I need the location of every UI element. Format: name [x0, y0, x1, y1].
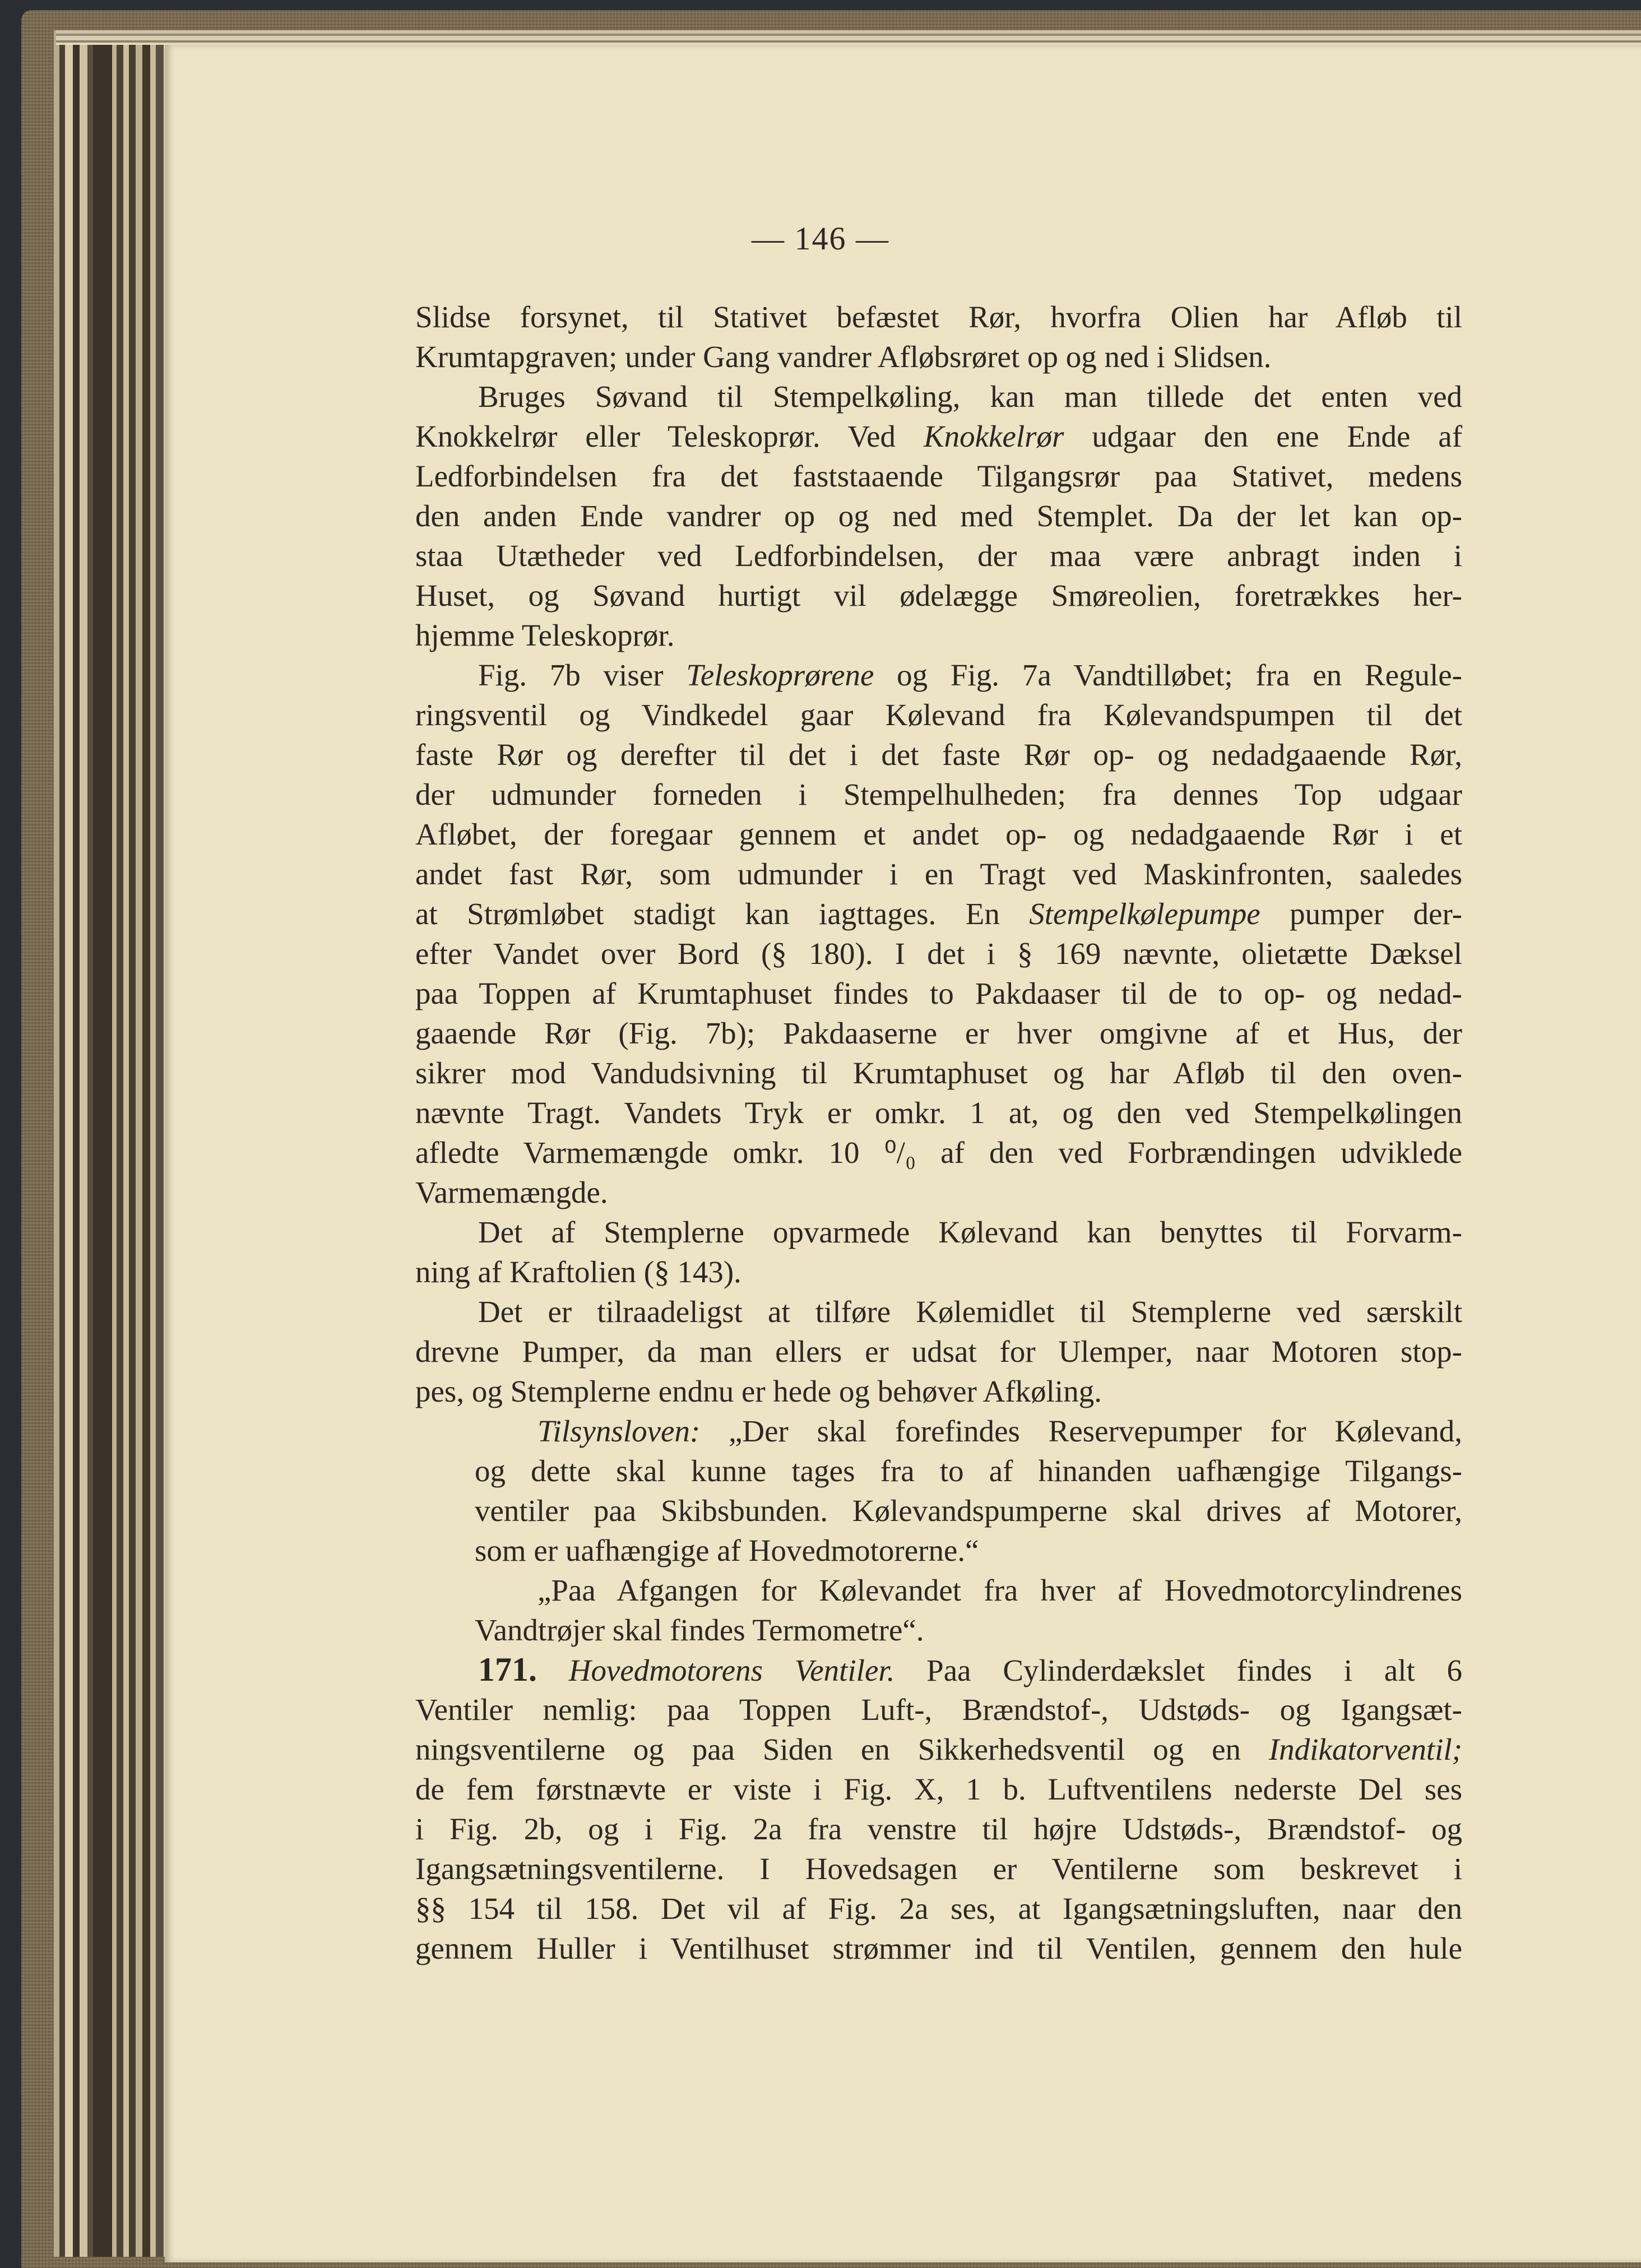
text-segment: den anden Ende vandrer op og ned med Stemplet. Da der let kan op- — [415, 499, 1462, 533]
text-segment: ventiler paa Skibsbunden. Kølevandspumperne skal drives af Motorer, — [475, 1494, 1462, 1528]
text-segment: Varmemængde. — [415, 1175, 608, 1209]
text-segment: hjemme Teleskoprør. — [415, 618, 675, 652]
text-line — [475, 1530, 1462, 1570]
text-segment: sikrer mod Vandudsivning til Krumtaphuset og har Afløb til den oven- — [415, 1056, 1462, 1090]
text-line — [415, 894, 1462, 934]
text-segment: pes, og Stemplerne endnu er hede og behøver Afkøling. — [415, 1374, 1102, 1408]
text-line — [475, 1491, 1462, 1530]
text-segment: Ledforbindelsen fra det faststaaende Tilgangsrør paa Stativet, medens — [415, 459, 1462, 493]
text-segment: Det er tilraadeligst at tilføre Kølemidlet til Stemplerne ved særskilt — [478, 1295, 1462, 1329]
text-line — [415, 416, 1462, 456]
text-line — [415, 297, 1462, 337]
text-segment: nævnte Tragt. Vandets Tryk er omkr. 1 at, og den ved Stempelkølingen — [415, 1096, 1462, 1130]
text-segment: gaaende Rør (Fig. 7b); Pakdaaserne er hver omgivne af et Hus, der — [415, 1016, 1462, 1050]
text-segment: staa Utætheder ved Ledforbindelsen, der maa være anbragt inden i — [415, 539, 1462, 573]
text-segment: faste Rør og derefter til det i det faste Rør op- og nedadgaaende Rør, — [415, 738, 1462, 772]
text-line — [475, 1411, 1462, 1451]
text-segment: ning af Kraftolien (§ 143). — [415, 1255, 741, 1289]
text-line — [415, 1252, 1462, 1292]
text-line — [475, 1610, 1462, 1650]
text-segment — [537, 1653, 569, 1687]
text-segment: Krumtapgraven; under Gang vandrer Afløbsrøret op og ned i Slidsen. — [415, 340, 1272, 374]
text-line — [415, 496, 1462, 536]
page-stack-edges — [54, 30, 166, 2257]
italic-text: Indikatorventil; — [1268, 1732, 1462, 1766]
text-segment: og dette skal kunne tages fra to af hinanden uafhængige Tilgangs- — [475, 1454, 1462, 1488]
text-segment: Det af Stemplerne opvarmede Kølevand kan benyttes til Forvarm- — [478, 1215, 1462, 1249]
page-number: — 146 — — [752, 220, 889, 257]
text-segment: §§ 154 til 158. Det vil af Fig. 2a ses, at Igangsætningsluften, naar den — [415, 1891, 1462, 1926]
italic-text: Hovedmotorens Ventiler. — [568, 1653, 895, 1687]
text-line — [475, 1570, 1462, 1610]
text-segment: paa Toppen af Krumtaphuset findes to Pakdaaser til de to op- og nedad- — [415, 976, 1462, 1010]
text-line — [415, 615, 1462, 655]
text-segment: Igangsætningsventilerne. I Hovedsagen er Ventilerne som beskrevet i — [415, 1852, 1462, 1886]
text-segment: andet fast Rør, som udmunder i en Tragt ved Maskinfronten, saaledes — [415, 857, 1462, 891]
text-segment: i Fig. 2b, og i Fig. 2a fra venstre til højre Udstøds-, Brændstof- og — [415, 1812, 1462, 1846]
text-segment: Knokkelrør eller Teleskoprør. Ved — [415, 419, 924, 453]
italic-text: Tilsynsloven: — [537, 1414, 701, 1448]
text-line — [415, 854, 1462, 894]
text-segment: Slidse forsynet, til Stativet befæstet Rør, hvorfra Olien har Afløb til — [415, 300, 1462, 334]
text-line — [415, 1690, 1462, 1729]
text-segment: „Paa Afgangen for Kølevandet fra hver af Hovedmotorcylindrenes — [537, 1573, 1462, 1607]
page-body-text — [415, 297, 1462, 1968]
text-line — [415, 536, 1462, 576]
text-segment: Huset, og Søvand hurtigt vil ødelægge Smøreolien, foretrækkes her- — [415, 578, 1462, 613]
paragraph — [415, 1212, 1462, 1292]
text-line — [415, 814, 1462, 854]
paragraph — [415, 1650, 1462, 1968]
text-line — [415, 655, 1462, 695]
italic-text: Stempelkølepumpe — [1029, 897, 1260, 931]
text-segment: Fig. 7b viser — [478, 658, 687, 692]
text-line — [415, 934, 1462, 973]
text-segment: Ventiler nemlig: paa Toppen Luft-, Brændstof-, Udstøds- og Igangsæt- — [415, 1692, 1462, 1727]
text-line — [415, 774, 1462, 814]
text-line — [415, 377, 1462, 416]
text-segment: drevne Pumper, da man ellers er udsat for Ulemper, naar Motoren stop- — [415, 1334, 1462, 1369]
text-segment: ringsventil og Vindkedel gaar Kølevand fra Kølevandspumpen til det — [415, 698, 1462, 732]
text-line — [415, 576, 1462, 615]
text-line — [415, 337, 1462, 377]
text-line — [415, 1332, 1462, 1371]
quote-paragraph — [415, 1570, 1462, 1650]
page-top-edge — [56, 30, 1641, 45]
text-line — [415, 1849, 1462, 1889]
text-line — [415, 1292, 1462, 1332]
text-segment: udgaar den ene Ende af — [1064, 419, 1463, 453]
text-line — [475, 1451, 1462, 1491]
text-line — [415, 1133, 1462, 1172]
text-segment: Bruges Søvand til Stempelkøling, kan man tillede det enten ved — [478, 379, 1462, 414]
text-line — [415, 1371, 1462, 1411]
text-line — [415, 1729, 1462, 1769]
text-line — [415, 1093, 1462, 1133]
text-segment: efter Vandet over Bord (§ 180). I det i § 169 nævnte, olietætte Dæksel — [415, 936, 1462, 971]
text-line — [415, 1769, 1462, 1809]
paragraph — [415, 377, 1462, 655]
text-segment: Afløbet, der foregaar gennem et andet op- og nedadgaaende Rør i et — [415, 817, 1462, 851]
text-segment: afledte Varmemængde omkr. 10 ⁰/₀ af den ved Forbrændingen udviklede — [415, 1135, 1462, 1170]
text-line — [415, 1013, 1462, 1053]
text-segment: som er uafhængige af Hovedmotorerne.“ — [475, 1533, 979, 1567]
section-number: 171. — [478, 1651, 537, 1688]
italic-text: Knokkelrør — [923, 419, 1064, 453]
text-segment: der udmunder forneden i Stempelhulheden; fra dennes Top udgaar — [415, 777, 1462, 811]
text-line — [415, 1889, 1462, 1928]
text-segment: at Strømløbet stadigt kan iagttages. En — [415, 897, 1030, 931]
text-segment: Vandtrøjer skal findes Termometre“. — [475, 1613, 924, 1647]
text-segment: og Fig. 7a Vandtilløbet; fra en Regule- — [874, 658, 1463, 692]
text-line — [415, 456, 1462, 496]
text-segment: ningsventilerne og paa Siden en Sikkerhedsventil og en — [415, 1732, 1269, 1766]
text-line — [415, 695, 1462, 735]
text-line — [415, 1053, 1462, 1093]
text-line — [415, 1212, 1462, 1252]
italic-text: Teleskoprørene — [686, 658, 874, 692]
text-line — [415, 973, 1462, 1013]
text-line — [415, 1809, 1462, 1849]
text-segment: Paa Cylinderdækslet findes i alt 6 — [894, 1653, 1462, 1687]
paragraph — [415, 1292, 1462, 1411]
text-segment: de fem førstnævte er viste i Fig. X, 1 b. Luftventilens nederste Del ses — [415, 1772, 1462, 1806]
text-line — [415, 1172, 1462, 1212]
paragraph — [415, 655, 1462, 1212]
text-line — [415, 1928, 1462, 1968]
paragraph — [415, 297, 1462, 377]
text-line — [415, 735, 1462, 774]
text-segment: gennem Huller i Ventilhuset strømmer ind til Ventilen, gennem den hule — [415, 1931, 1462, 1965]
text-line — [415, 1650, 1462, 1690]
text-segment: pumper der- — [1260, 897, 1462, 931]
quote-paragraph — [415, 1411, 1462, 1570]
text-segment: „Der skal forefindes Reservepumper for Kølevand, — [700, 1414, 1462, 1448]
